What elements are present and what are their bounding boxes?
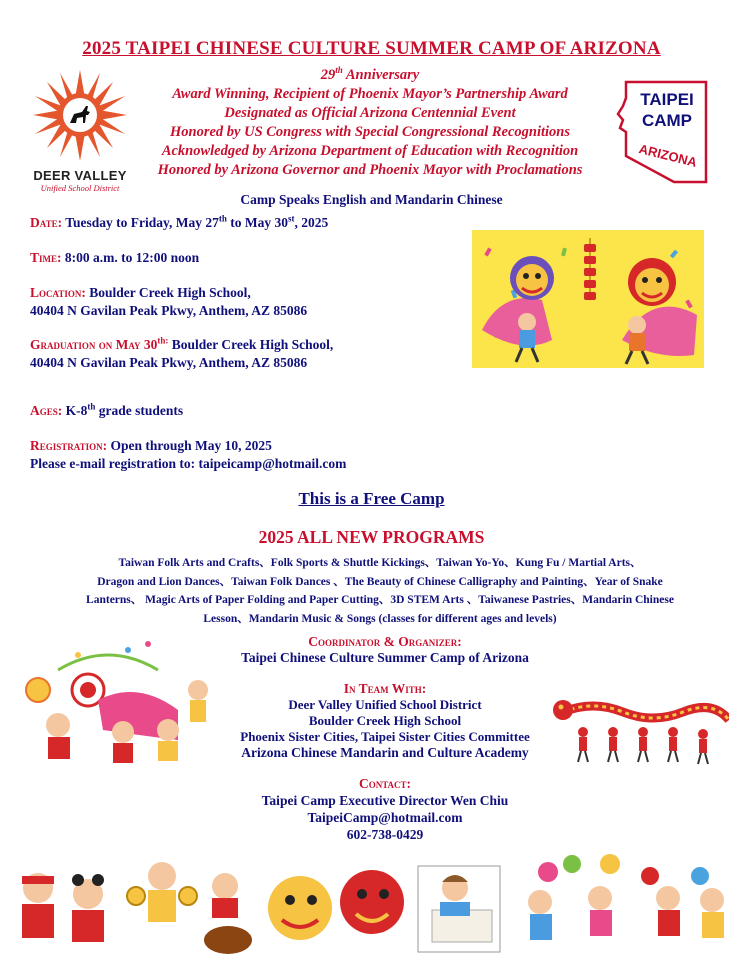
- date-line: Date: Tuesday to Friday, May 27th to May 30st, 2025: [30, 213, 329, 230]
- firecracker-icon: [584, 238, 596, 300]
- programs-title: 2025 ALL NEW PROGRAMS: [258, 527, 485, 547]
- program-line: Lanterns、 Magic Arts of Paper Folding and Paper Cutting、3D STEM Arts 、Taiwanese Pastries、Mandarin Chinese: [86, 594, 674, 606]
- blue-lion-icon: [482, 256, 554, 362]
- dragon-dance-illustration: [553, 690, 729, 770]
- ages-line: Ages: K-8th grade students: [30, 401, 184, 418]
- red-lion-icon: [622, 258, 697, 364]
- honor-line: Honored by US Congress with Special Congressional Recognitions: [169, 124, 571, 140]
- honor-line: Award Winning, Recipient of Phoenix Mayor’s Partnership Award: [172, 86, 568, 102]
- team-member: Boulder Creek High School: [308, 713, 462, 728]
- anniversary-line: 29th Anniversary: [320, 65, 420, 83]
- contact-line: TaipeiCamp@hotmail.com: [307, 810, 463, 825]
- contact-label: Contact:: [358, 776, 412, 791]
- languages-line: Camp Speaks English and Mandarin Chinese: [240, 192, 503, 207]
- deer-valley-subtitle: Unified School District: [40, 183, 120, 193]
- children-red-outfits-icon: [22, 873, 104, 942]
- camp-logo-camp: CAMP: [641, 111, 693, 130]
- team-member: Deer Valley Unified School District: [288, 697, 482, 712]
- graduation-block: Graduation on May $30^{th:}$ Boulder Creek High School, 40404 N Gavilan Peak Pkwy, Anthem, AZ 85086: [30, 335, 334, 370]
- team-member: Phoenix Sister Cities, Taipei Sister Cities Committee: [240, 729, 530, 744]
- drum-players-icon: [127, 862, 252, 954]
- team-label: In Team With:: [343, 681, 427, 696]
- camp-logo-taipei: TAIPEI: [640, 90, 694, 109]
- honor-line: Designated as Official Arizona Centennial Event: [224, 105, 516, 121]
- program-line: Lesson、Mandarin Music & Songs (classes for different ages and levels): [203, 612, 557, 625]
- contact-line: Taipei Camp Executive Director Wen Chiu: [261, 793, 509, 808]
- time-line: Time: 8:00 a.m. to 12:00 noon: [30, 250, 200, 265]
- coordinator-label: Coordinator & Organizer:: [308, 634, 462, 649]
- page-title: 2025 TAIPEI CHINESE CULTURE SUMMER CAMP OF ARIZONA: [82, 38, 661, 59]
- team-section: [150, 681, 620, 761]
- calligraphy-child-icon: [418, 866, 500, 952]
- programs-list: [35, 554, 725, 628]
- team-member: Arizona Chinese Mandarin and Culture Academy: [241, 745, 529, 760]
- contact-line: 602-738-0429: [346, 827, 424, 842]
- free-camp-heading: This is a Free Camp: [298, 489, 445, 508]
- registration-block: Registration: Open through May 10, 2025 Please e-mail registration to: taipeicamp@hotmail.com: [30, 438, 347, 471]
- deer-valley-name: DEER VALLEY: [33, 168, 127, 183]
- honors-block: [130, 66, 610, 180]
- lion-dance-illustration: [472, 230, 704, 368]
- honor-line: Acknowledged by Arizona Department of Education with Recognition: [161, 143, 579, 159]
- coordinator-name: Taipei Chinese Culture Summer Camp of Arizona: [241, 650, 529, 665]
- bottom-illustration-strip: [0, 852, 743, 960]
- festival-dancers-illustration: [18, 630, 218, 780]
- deer-valley-logo: [30, 68, 130, 193]
- camp-logo-arizona: ARIZONA: [637, 141, 699, 170]
- taipei-camp-logo: [612, 78, 712, 186]
- program-line: Dragon and Lion Dances、Taiwan Folk Dances 、The Beauty of Chinese Calligraphy and Painting、Year of Snake: [97, 575, 663, 588]
- program-line: Taiwan Folk Arts and Crafts、Folk Sports & Shuttle Kickings、Taiwan Yo-Yo、Kung Fu / Martial Arts、: [118, 557, 642, 569]
- location-block: Location: Boulder Creek High School, 40404 N Gavilan Peak Pkwy, Anthem, AZ 85086: [30, 285, 308, 318]
- children-lanterns-icon: [528, 854, 724, 940]
- honor-line: Honored by Arizona Governor and Phoenix Mayor with Proclamations: [157, 162, 583, 178]
- sun-deer-icon: [30, 68, 130, 163]
- coordinator-section: [150, 634, 620, 666]
- lion-heads-icon: [268, 870, 404, 940]
- contact-section: [150, 776, 620, 843]
